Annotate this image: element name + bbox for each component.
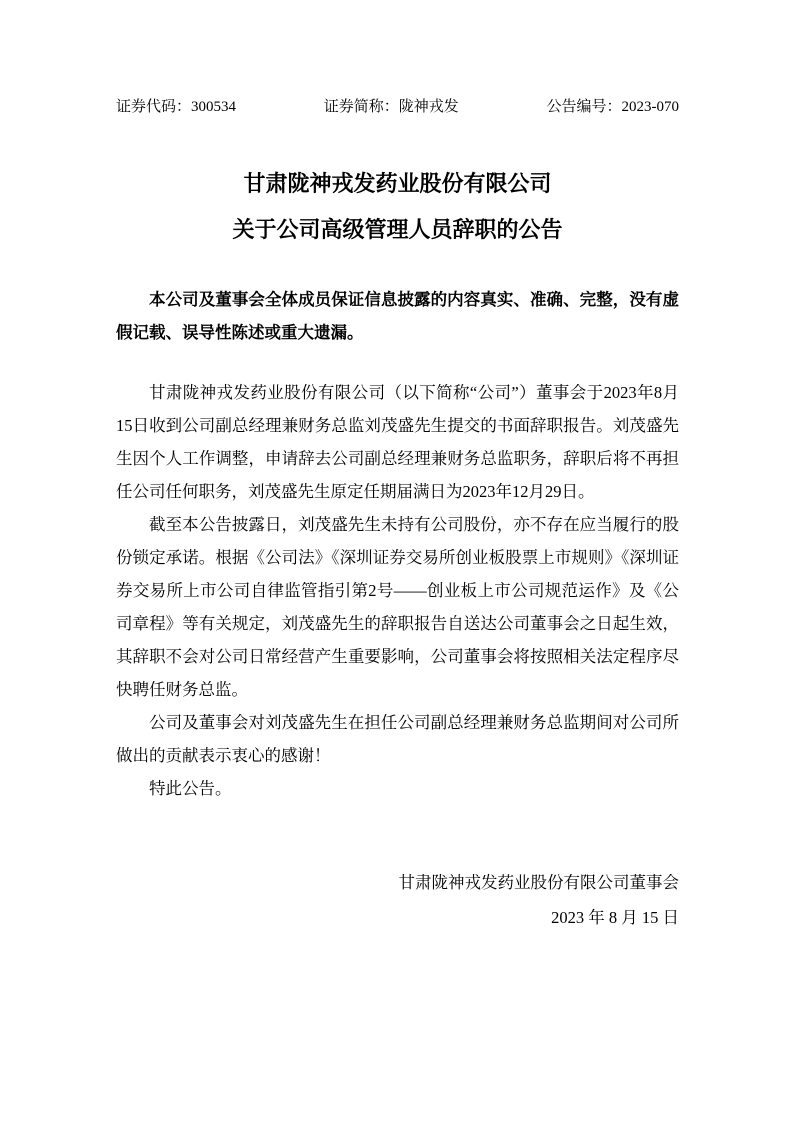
body-paragraph-3: 公司及董事会对刘茂盛先生在担任公司副总经理兼财务总监期间对公司所做出的贡献表示衷心的感谢！: [116, 713, 679, 765]
signature-company: 甘肃陇神戎发药业股份有限公司董事会: [398, 873, 679, 892]
announcement-number: 公告编号：2023-070: [546, 99, 679, 115]
stock-code: 证券代码：300534: [116, 99, 237, 115]
page-title: 甘肃陇神戎发药业股份有限公司: [243, 171, 552, 196]
page-subtitle: 关于公司高级管理人员辞职的公告: [232, 217, 563, 242]
stock-short-name: 证券简称：陇神戎发: [323, 99, 459, 115]
body-paragraph-2: 截至本公告披露日，刘茂盛先生未持有公司股份，亦不存在应当履行的股份锁定承诺。根据《公司法》《深圳证券交易所创业板股票上市规则》《深圳证券交易所上市公司自律监管指引第2号——创业板上市公司规范运作》及《公司章程》等有关规定，刘茂盛先生的辞职报告自送达公司董事会之日起生效，其辞职不会对公司日常经营产生重要影响，公司董事会将按照相关法定程序尽快聘任财务总监。: [116, 515, 679, 699]
announcement-body: [116, 376, 679, 805]
body-paragraph-4: 特此公告。: [149, 779, 232, 798]
disclaimer-paragraph: 本公司及董事会全体成员保证信息披露的内容真实、准确、完整，没有虚假记载、误导性陈述或重大遗漏。: [116, 290, 679, 342]
signature-block: [116, 865, 679, 935]
signature-date: 2023 年 8 月 15 日: [551, 908, 679, 927]
doc-header: [116, 97, 679, 117]
body-paragraph-1: 甘肃陇神戎发药业股份有限公司（以下简称“公司”）董事会于2023年8月15日收到公司副总经理兼财务总监刘茂盛先生提交的书面辞职报告。刘茂盛先生因个人工作调整，申请辞去公司副总经理兼财务总监职务，辞职后将不再担任公司任何职务，刘茂盛先生原定任期届满日为2023年12月29日。: [116, 383, 679, 501]
